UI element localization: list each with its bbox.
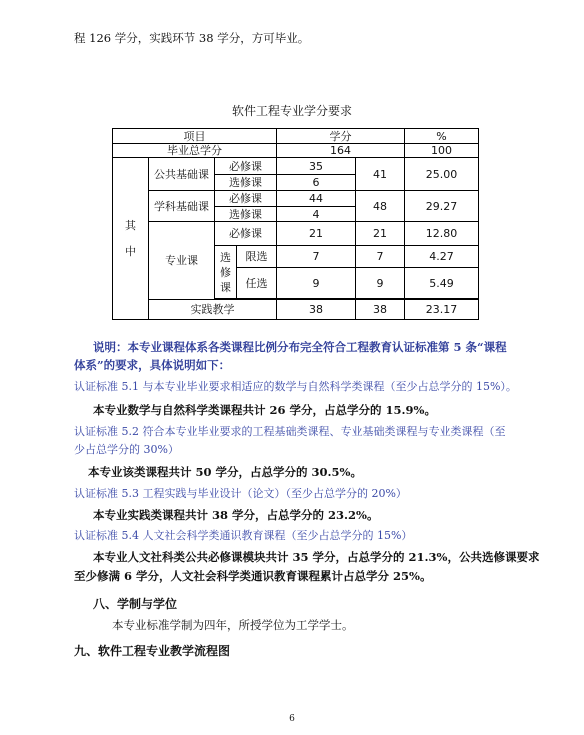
public-basic-elective-credits: 6 xyxy=(277,175,356,191)
section-9-heading: 九、软件工程专业教学流程图 xyxy=(74,644,231,658)
public-basic-label: 公共基础课 xyxy=(149,158,215,191)
public-basic-percent: 25.00 xyxy=(405,158,479,191)
public-basic-required-credits: 35 xyxy=(277,158,356,175)
practice-percent: 23.17 xyxy=(405,300,479,320)
public-basic-required: 必修课 xyxy=(215,158,277,175)
intro-line: 程 126 学分，实践环节 38 学分，方可毕业。 xyxy=(74,31,310,45)
major-limited-credits: 7 xyxy=(277,246,356,268)
discipline-basic-elective: 选修课 xyxy=(215,207,277,222)
standard-5-3-result: 本专业实践类课程共计 38 学分，占总学分的 23.2%。 xyxy=(93,508,379,522)
total-label: 毕业总学分 xyxy=(113,144,277,158)
section-8-heading: 八、学制与学位 xyxy=(93,597,178,611)
credit-table xyxy=(112,128,479,320)
note-line-2: 体系”的要求，具体说明如下： xyxy=(74,358,231,372)
public-basic-subtotal: 41 xyxy=(356,158,405,191)
table-caption: 软件工程专业学分要求 xyxy=(231,104,352,118)
major-required-subtotal: 21 xyxy=(356,222,405,246)
standard-5-1: 认证标准 5.1 与本专业毕业要求相适应的数学与自然科学类课程（至少占总学分的 15%）。 xyxy=(74,380,517,393)
major-elective-label: 选修课 xyxy=(220,250,231,294)
table-row xyxy=(113,222,479,246)
standard-5-2-result: 本专业该类课程共计 50 学分，占总学分的 30.5%。 xyxy=(88,465,362,479)
page-number: 6 xyxy=(289,714,295,724)
table-row xyxy=(113,300,479,320)
group-label: 其中 xyxy=(125,218,136,258)
header-credits: 学分 xyxy=(277,129,405,144)
total-credits: 164 xyxy=(277,144,405,158)
major-optional-percent: 5.49 xyxy=(405,268,479,299)
table-row xyxy=(113,158,479,175)
header-item: 项目 xyxy=(113,129,277,144)
total-row xyxy=(113,144,479,158)
practice-credits: 38 xyxy=(277,300,356,320)
major-optional-credits: 9 xyxy=(277,268,356,299)
practice-label: 实践教学 xyxy=(149,300,277,320)
standard-5-4-result-line-1: 本专业人文社科类公共必修课模块共计 35 学分，占总学分的 21.3%，公共选修课要求 xyxy=(93,550,540,564)
standard-5-4-result-line-2: 至少修满 6 学分，人文社会科学类通识教育课程累计占总学分 25%。 xyxy=(74,569,432,583)
major-label: 专业课 xyxy=(149,222,215,300)
major-optional: 任选 xyxy=(237,268,277,299)
major-elective-label-cell xyxy=(215,246,237,299)
standard-5-4: 认证标准 5.4 人文社会科学类通识教育课程（至少占总学分的 15%） xyxy=(74,529,413,542)
practice-subtotal: 38 xyxy=(356,300,405,320)
major-limited: 限选 xyxy=(237,246,277,268)
standard-5-2-line-1: 认证标准 5.2 符合本专业毕业要求的工程基础类课程、专业基础类课程与专业类课程（至 xyxy=(74,425,506,438)
group-label-cell xyxy=(113,158,149,320)
discipline-basic-elective-credits: 4 xyxy=(277,207,356,222)
discipline-basic-required: 必修课 xyxy=(215,191,277,207)
standard-5-1-result: 本专业数学与自然科学类课程共计 26 学分，占总学分的 15.9%。 xyxy=(93,403,436,417)
header-percent: % xyxy=(405,129,479,144)
standard-5-2-line-2: 少占总学分的 30%） xyxy=(74,443,179,456)
discipline-basic-label: 学科基础课 xyxy=(149,191,215,222)
discipline-basic-subtotal: 48 xyxy=(356,191,405,222)
table-header-row xyxy=(113,129,479,144)
discipline-basic-percent: 29.27 xyxy=(405,191,479,222)
major-required-percent: 12.80 xyxy=(405,222,479,246)
major-required: 必修课 xyxy=(215,222,277,246)
major-optional-subtotal: 9 xyxy=(356,268,405,299)
section-8-body: 本专业标准学制为四年，所授学位为工学学士。 xyxy=(112,618,354,632)
table-row xyxy=(113,191,479,207)
major-limited-percent: 4.27 xyxy=(405,246,479,268)
major-required-credits: 21 xyxy=(277,222,356,246)
major-limited-subtotal: 7 xyxy=(356,246,405,268)
total-percent: 100 xyxy=(405,144,479,158)
public-basic-elective: 选修课 xyxy=(215,175,277,191)
note-line-1: 说明：本专业课程体系各类课程比例分布完全符合工程教育认证标准第 5 条“课程 xyxy=(93,340,507,354)
discipline-basic-required-credits: 44 xyxy=(277,191,356,207)
standard-5-3: 认证标准 5.3 工程实践与毕业设计（论文）（至少占总学分的 20%） xyxy=(74,487,407,500)
